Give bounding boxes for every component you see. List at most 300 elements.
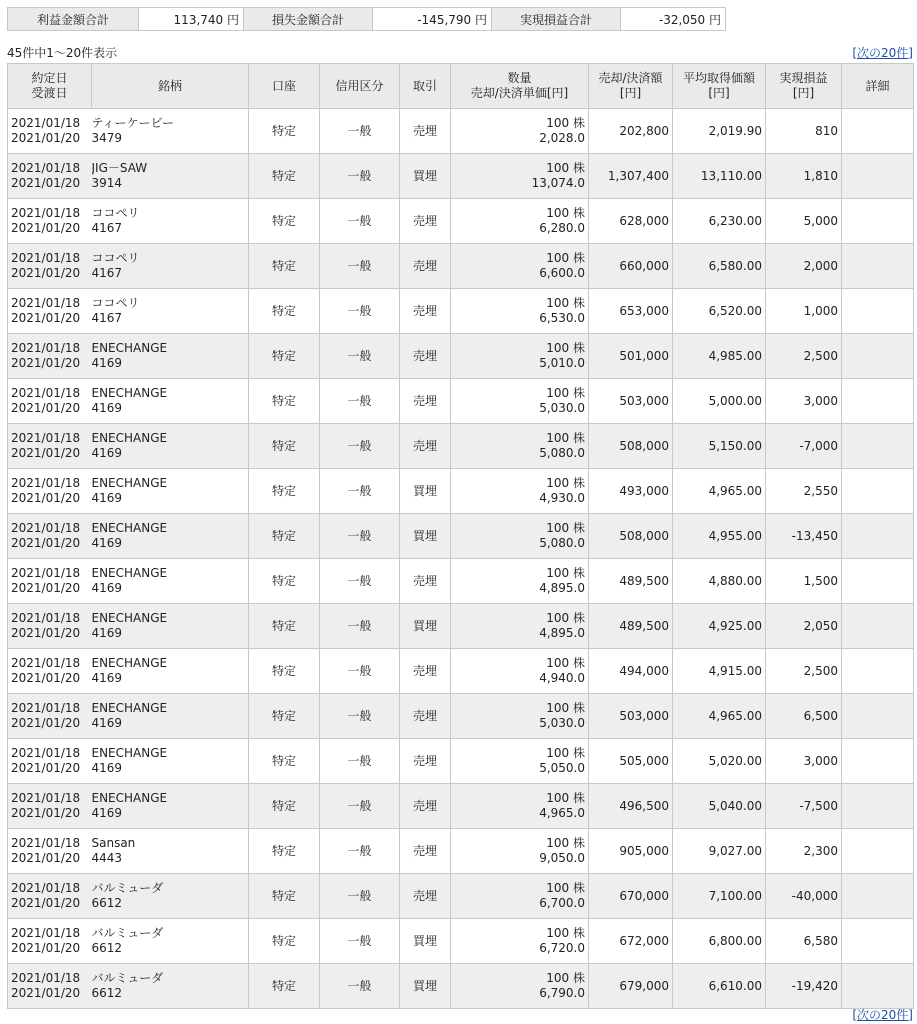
settle-amount: 660,000 — [589, 244, 673, 289]
realized-pl: 5,000 — [766, 199, 842, 244]
credit-type: 一般 — [320, 289, 400, 334]
average-price: 6,800.00 — [673, 919, 766, 964]
detail-cell — [842, 199, 914, 244]
realized-total-value: -32,050 円 — [621, 8, 726, 31]
average-price: 13,110.00 — [673, 154, 766, 199]
table-row — [8, 919, 914, 964]
settle-date: 2021/01/20 — [11, 716, 81, 730]
settle-price: 5,080.0 — [539, 536, 585, 550]
stock-code: 4167 — [91, 221, 123, 235]
detail-cell — [842, 424, 914, 469]
realized-pl: 810 — [766, 109, 842, 154]
stock-name: バルミューダ — [91, 881, 164, 895]
stock-code: 4169 — [91, 401, 123, 415]
detail-cell — [842, 694, 914, 739]
account-type: 特定 — [249, 289, 320, 334]
table-row — [8, 109, 914, 154]
settle-price: 5,030.0 — [539, 716, 585, 730]
stock-code: 4169 — [91, 581, 123, 595]
average-price: 4,985.00 — [673, 334, 766, 379]
stock-cell — [92, 424, 249, 469]
stock-name: JIG－SAW — [91, 161, 148, 175]
settle-amount: 501,000 — [589, 334, 673, 379]
credit-type: 一般 — [320, 649, 400, 694]
average-price: 5,000.00 — [673, 379, 766, 424]
detail-cell — [842, 154, 914, 199]
quantity-cell — [451, 694, 589, 739]
quantity: 100 株 — [546, 431, 585, 445]
stock-code: 4169 — [91, 536, 123, 550]
trade-date: 2021/01/18 — [11, 206, 81, 220]
settle-price: 6,600.0 — [539, 266, 585, 280]
trade-date: 2021/01/18 — [11, 656, 81, 670]
stock-cell — [92, 289, 249, 334]
trade-date-cell — [8, 244, 92, 289]
stock-cell — [92, 964, 249, 1009]
quantity: 100 株 — [546, 521, 585, 535]
detail-cell — [842, 604, 914, 649]
credit-type: 一般 — [320, 334, 400, 379]
average-price: 5,020.00 — [673, 739, 766, 784]
average-price: 6,230.00 — [673, 199, 766, 244]
table-row — [8, 514, 914, 559]
quantity: 100 株 — [546, 341, 585, 355]
header-date: 約定日 受渡日 — [8, 64, 92, 109]
detail-cell — [842, 964, 914, 1009]
trade-type: 売埋 — [400, 559, 451, 604]
table-row — [8, 244, 914, 289]
average-price: 4,915.00 — [673, 649, 766, 694]
trade-date-cell — [8, 559, 92, 604]
table-row — [8, 829, 914, 874]
realized-pl: 2,050 — [766, 604, 842, 649]
settle-date: 2021/01/20 — [11, 806, 81, 820]
realized-pl: 6,500 — [766, 694, 842, 739]
profit-total-value: 113,740 円 — [139, 8, 244, 31]
settle-date: 2021/01/20 — [11, 851, 81, 865]
credit-type: 一般 — [320, 424, 400, 469]
stock-name: バルミューダ — [91, 971, 164, 985]
settle-amount: 679,000 — [589, 964, 673, 1009]
average-price: 7,100.00 — [673, 874, 766, 919]
stock-cell — [92, 874, 249, 919]
trade-date: 2021/01/18 — [11, 431, 81, 445]
header-detail: 詳細 — [842, 64, 914, 109]
settle-date: 2021/01/20 — [11, 761, 81, 775]
stock-code: 4169 — [91, 491, 123, 505]
settle-date: 2021/01/20 — [11, 176, 81, 190]
trade-type: 買埋 — [400, 514, 451, 559]
account-type: 特定 — [249, 154, 320, 199]
stock-cell — [92, 919, 249, 964]
settle-price: 5,010.0 — [539, 356, 585, 370]
settle-price: 6,790.0 — [539, 986, 585, 1000]
stock-code: 4167 — [91, 266, 123, 280]
quantity-cell — [451, 964, 589, 1009]
quantity-cell — [451, 649, 589, 694]
realized-pl: 2,300 — [766, 829, 842, 874]
trade-type: 売埋 — [400, 874, 451, 919]
realized-pl: 2,000 — [766, 244, 842, 289]
account-type: 特定 — [249, 109, 320, 154]
stock-code: 3914 — [91, 176, 123, 190]
account-type: 特定 — [249, 874, 320, 919]
trade-date: 2021/01/18 — [11, 701, 81, 715]
trade-type: 売埋 — [400, 829, 451, 874]
stock-name: ENECHANGE — [91, 476, 168, 490]
settle-price: 6,280.0 — [539, 221, 585, 235]
settle-amount: 503,000 — [589, 694, 673, 739]
stock-name: ENECHANGE — [91, 656, 168, 670]
stock-code: 4169 — [91, 446, 123, 460]
trade-date: 2021/01/18 — [11, 881, 81, 895]
trade-date: 2021/01/18 — [11, 161, 81, 175]
table-row — [8, 874, 914, 919]
average-price: 6,580.00 — [673, 244, 766, 289]
settle-price: 6,700.0 — [539, 896, 585, 910]
settle-price: 4,930.0 — [539, 491, 585, 505]
table-row — [8, 784, 914, 829]
quantity-cell — [451, 604, 589, 649]
account-type: 特定 — [249, 334, 320, 379]
credit-type: 一般 — [320, 604, 400, 649]
trade-type: 売埋 — [400, 244, 451, 289]
settle-price: 4,965.0 — [539, 806, 585, 820]
trade-date: 2021/01/18 — [11, 341, 81, 355]
stock-code: 3479 — [91, 131, 123, 145]
account-type: 特定 — [249, 649, 320, 694]
settle-amount: 493,000 — [589, 469, 673, 514]
table-row — [8, 964, 914, 1009]
stock-code: 4169 — [91, 716, 123, 730]
realized-pl: -7,500 — [766, 784, 842, 829]
account-type: 特定 — [249, 964, 320, 1009]
settle-price: 9,050.0 — [539, 851, 585, 865]
stock-name: ENECHANGE — [91, 341, 168, 355]
next-page-link-top[interactable]: [次の20件] — [852, 46, 913, 60]
settle-amount: 202,800 — [589, 109, 673, 154]
trade-date: 2021/01/18 — [11, 791, 81, 805]
settle-date: 2021/01/20 — [11, 626, 81, 640]
credit-type: 一般 — [320, 469, 400, 514]
account-type: 特定 — [249, 469, 320, 514]
realized-pl: 2,500 — [766, 334, 842, 379]
trade-type: 売埋 — [400, 334, 451, 379]
stock-code: 4167 — [91, 311, 123, 325]
average-price: 5,040.00 — [673, 784, 766, 829]
trade-date-cell — [8, 154, 92, 199]
settle-amount: 508,000 — [589, 424, 673, 469]
settle-amount: 628,000 — [589, 199, 673, 244]
trade-type: 買埋 — [400, 469, 451, 514]
realized-pl: -19,420 — [766, 964, 842, 1009]
trade-date-cell — [8, 604, 92, 649]
trade-type: 売埋 — [400, 739, 451, 784]
table-row — [8, 559, 914, 604]
stock-cell — [92, 109, 249, 154]
settle-amount: 905,000 — [589, 829, 673, 874]
quantity: 100 株 — [546, 251, 585, 265]
settle-amount: 653,000 — [589, 289, 673, 334]
quantity: 100 株 — [546, 476, 585, 490]
trade-date: 2021/01/18 — [11, 521, 81, 535]
credit-type: 一般 — [320, 244, 400, 289]
quantity: 100 株 — [546, 746, 585, 760]
table-row — [8, 379, 914, 424]
trade-date-cell — [8, 739, 92, 784]
stock-cell — [92, 829, 249, 874]
credit-type: 一般 — [320, 199, 400, 244]
account-type: 特定 — [249, 604, 320, 649]
settle-date: 2021/01/20 — [11, 536, 81, 550]
credit-type: 一般 — [320, 694, 400, 739]
account-type: 特定 — [249, 199, 320, 244]
trade-date-cell — [8, 694, 92, 739]
table-row — [8, 469, 914, 514]
stock-name: ココペリ — [91, 251, 140, 265]
trade-date-cell — [8, 379, 92, 424]
credit-type: 一般 — [320, 919, 400, 964]
trade-date-cell — [8, 199, 92, 244]
stock-cell — [92, 154, 249, 199]
detail-cell — [842, 784, 914, 829]
average-price: 4,925.00 — [673, 604, 766, 649]
settle-price: 6,530.0 — [539, 311, 585, 325]
trade-date-cell — [8, 109, 92, 154]
settle-date: 2021/01/20 — [11, 671, 81, 685]
credit-type: 一般 — [320, 784, 400, 829]
stock-cell — [92, 649, 249, 694]
realized-pl: -13,450 — [766, 514, 842, 559]
quantity-cell — [451, 739, 589, 784]
realized-pl: -40,000 — [766, 874, 842, 919]
trade-date-cell — [8, 919, 92, 964]
stock-cell — [92, 694, 249, 739]
trade-date: 2021/01/18 — [11, 386, 81, 400]
settle-price: 13,074.0 — [531, 176, 585, 190]
trade-date: 2021/01/18 — [11, 971, 81, 985]
stock-cell — [92, 514, 249, 559]
detail-cell — [842, 469, 914, 514]
settle-date: 2021/01/20 — [11, 131, 81, 145]
settle-date: 2021/01/20 — [11, 941, 81, 955]
trade-date: 2021/01/18 — [11, 296, 81, 310]
settle-price: 4,895.0 — [539, 581, 585, 595]
trade-type: 買埋 — [400, 154, 451, 199]
header-trade: 取引 — [400, 64, 451, 109]
trade-type: 買埋 — [400, 604, 451, 649]
settle-amount: 672,000 — [589, 919, 673, 964]
table-row — [8, 739, 914, 784]
trade-type: 売埋 — [400, 424, 451, 469]
quantity: 100 株 — [546, 656, 585, 670]
settle-amount: 494,000 — [589, 649, 673, 694]
quantity: 100 株 — [546, 296, 585, 310]
detail-cell — [842, 334, 914, 379]
trade-type: 売埋 — [400, 649, 451, 694]
header-average-price: 平均取得価額 [円] — [673, 64, 766, 109]
trade-date: 2021/01/18 — [11, 926, 81, 940]
realized-pl: 1,500 — [766, 559, 842, 604]
loss-total-label: 損失金額合計 — [244, 8, 373, 31]
quantity-cell — [451, 514, 589, 559]
account-type: 特定 — [249, 694, 320, 739]
quantity-cell — [451, 289, 589, 334]
stock-name: ENECHANGE — [91, 431, 168, 445]
stock-name: バルミューダ — [91, 926, 164, 940]
quantity: 100 株 — [546, 791, 585, 805]
detail-cell — [842, 919, 914, 964]
trade-date-cell — [8, 424, 92, 469]
account-type: 特定 — [249, 559, 320, 604]
trade-date-cell — [8, 469, 92, 514]
quantity-cell — [451, 109, 589, 154]
realized-pl: 2,550 — [766, 469, 842, 514]
settle-price: 6,720.0 — [539, 941, 585, 955]
settle-amount: 503,000 — [589, 379, 673, 424]
table-row — [8, 199, 914, 244]
realized-pl: 1,810 — [766, 154, 842, 199]
stock-code: 4169 — [91, 626, 123, 640]
quantity-cell — [451, 334, 589, 379]
trade-type: 売埋 — [400, 289, 451, 334]
quantity-cell — [451, 424, 589, 469]
credit-type: 一般 — [320, 964, 400, 1009]
stock-cell — [92, 739, 249, 784]
stock-name: Sansan — [91, 836, 136, 850]
settle-date: 2021/01/20 — [11, 401, 81, 415]
settle-price: 5,050.0 — [539, 761, 585, 775]
realized-pl: 1,000 — [766, 289, 842, 334]
stock-code: 4169 — [91, 671, 123, 685]
stock-code: 6612 — [91, 896, 123, 910]
settle-amount: 505,000 — [589, 739, 673, 784]
average-price: 5,150.00 — [673, 424, 766, 469]
trade-date: 2021/01/18 — [11, 476, 81, 490]
trade-type: 売埋 — [400, 109, 451, 154]
trade-date: 2021/01/18 — [11, 746, 81, 760]
settle-date: 2021/01/20 — [11, 581, 81, 595]
stock-name: ティーケービー — [91, 116, 175, 130]
average-price: 4,965.00 — [673, 694, 766, 739]
quantity: 100 株 — [546, 206, 585, 220]
detail-cell — [842, 244, 914, 289]
trade-date-cell — [8, 829, 92, 874]
realized-pl: 6,580 — [766, 919, 842, 964]
detail-cell — [842, 829, 914, 874]
average-price: 9,027.00 — [673, 829, 766, 874]
credit-type: 一般 — [320, 154, 400, 199]
trade-date: 2021/01/18 — [11, 116, 81, 130]
next-page-link-bottom[interactable]: [次の20件] — [852, 1008, 913, 1022]
settle-amount: 489,500 — [589, 604, 673, 649]
stock-code: 4169 — [91, 806, 123, 820]
trade-date: 2021/01/18 — [11, 611, 81, 625]
quantity: 100 株 — [546, 386, 585, 400]
profit-total-label: 利益金額合計 — [8, 8, 139, 31]
stock-name: ENECHANGE — [91, 611, 168, 625]
quantity: 100 株 — [546, 926, 585, 940]
stock-cell — [92, 334, 249, 379]
quantity-cell — [451, 829, 589, 874]
stock-code: 4169 — [91, 761, 123, 775]
quantity-cell — [451, 379, 589, 424]
table-row — [8, 649, 914, 694]
average-price: 4,880.00 — [673, 559, 766, 604]
trade-type: 売埋 — [400, 694, 451, 739]
settle-amount: 489,500 — [589, 559, 673, 604]
trade-date: 2021/01/18 — [11, 251, 81, 265]
detail-cell — [842, 289, 914, 334]
settle-date: 2021/01/20 — [11, 266, 81, 280]
quantity: 100 株 — [546, 881, 585, 895]
stock-code: 6612 — [91, 986, 123, 1000]
trade-date-cell — [8, 874, 92, 919]
loss-total-value: -145,790 円 — [373, 8, 492, 31]
stock-cell — [92, 604, 249, 649]
header-account: 口座 — [249, 64, 320, 109]
trade-type: 売埋 — [400, 199, 451, 244]
header-credit: 信用区分 — [320, 64, 400, 109]
quantity-cell — [451, 559, 589, 604]
trade-date-cell — [8, 784, 92, 829]
average-price: 4,965.00 — [673, 469, 766, 514]
detail-cell — [842, 514, 914, 559]
table-row — [8, 154, 914, 199]
header-stock: 銘柄 — [92, 64, 249, 109]
quantity-cell — [451, 784, 589, 829]
stock-code: 4443 — [91, 851, 123, 865]
settle-date: 2021/01/20 — [11, 221, 81, 235]
quantity-cell — [451, 874, 589, 919]
header-quantity: 数量 売却/決済単価[円] — [451, 64, 589, 109]
summary-bar — [7, 7, 726, 31]
credit-type: 一般 — [320, 874, 400, 919]
credit-type: 一般 — [320, 559, 400, 604]
settle-date: 2021/01/20 — [11, 356, 81, 370]
stock-name: ココペリ — [91, 206, 140, 220]
quantity: 100 株 — [546, 971, 585, 985]
quantity-cell — [451, 919, 589, 964]
settle-price: 5,030.0 — [539, 401, 585, 415]
detail-cell — [842, 559, 914, 604]
settle-date: 2021/01/20 — [11, 446, 81, 460]
realized-pl: 3,000 — [766, 379, 842, 424]
trade-type: 売埋 — [400, 379, 451, 424]
detail-cell — [842, 874, 914, 919]
account-type: 特定 — [249, 784, 320, 829]
table-row — [8, 424, 914, 469]
settle-price: 4,895.0 — [539, 626, 585, 640]
account-type: 特定 — [249, 739, 320, 784]
stock-code: 6612 — [91, 941, 123, 955]
account-type: 特定 — [249, 424, 320, 469]
settle-amount: 496,500 — [589, 784, 673, 829]
stock-cell — [92, 379, 249, 424]
trade-date-cell — [8, 514, 92, 559]
stock-name: ENECHANGE — [91, 746, 168, 760]
trade-type: 買埋 — [400, 964, 451, 1009]
trade-date-cell — [8, 334, 92, 379]
detail-cell — [842, 379, 914, 424]
quantity: 100 株 — [546, 611, 585, 625]
header-amount: 売却/決済額 [円] — [589, 64, 673, 109]
average-price: 6,520.00 — [673, 289, 766, 334]
quantity-cell — [451, 469, 589, 514]
trade-history-table — [7, 63, 914, 1009]
credit-type: 一般 — [320, 829, 400, 874]
average-price: 4,955.00 — [673, 514, 766, 559]
